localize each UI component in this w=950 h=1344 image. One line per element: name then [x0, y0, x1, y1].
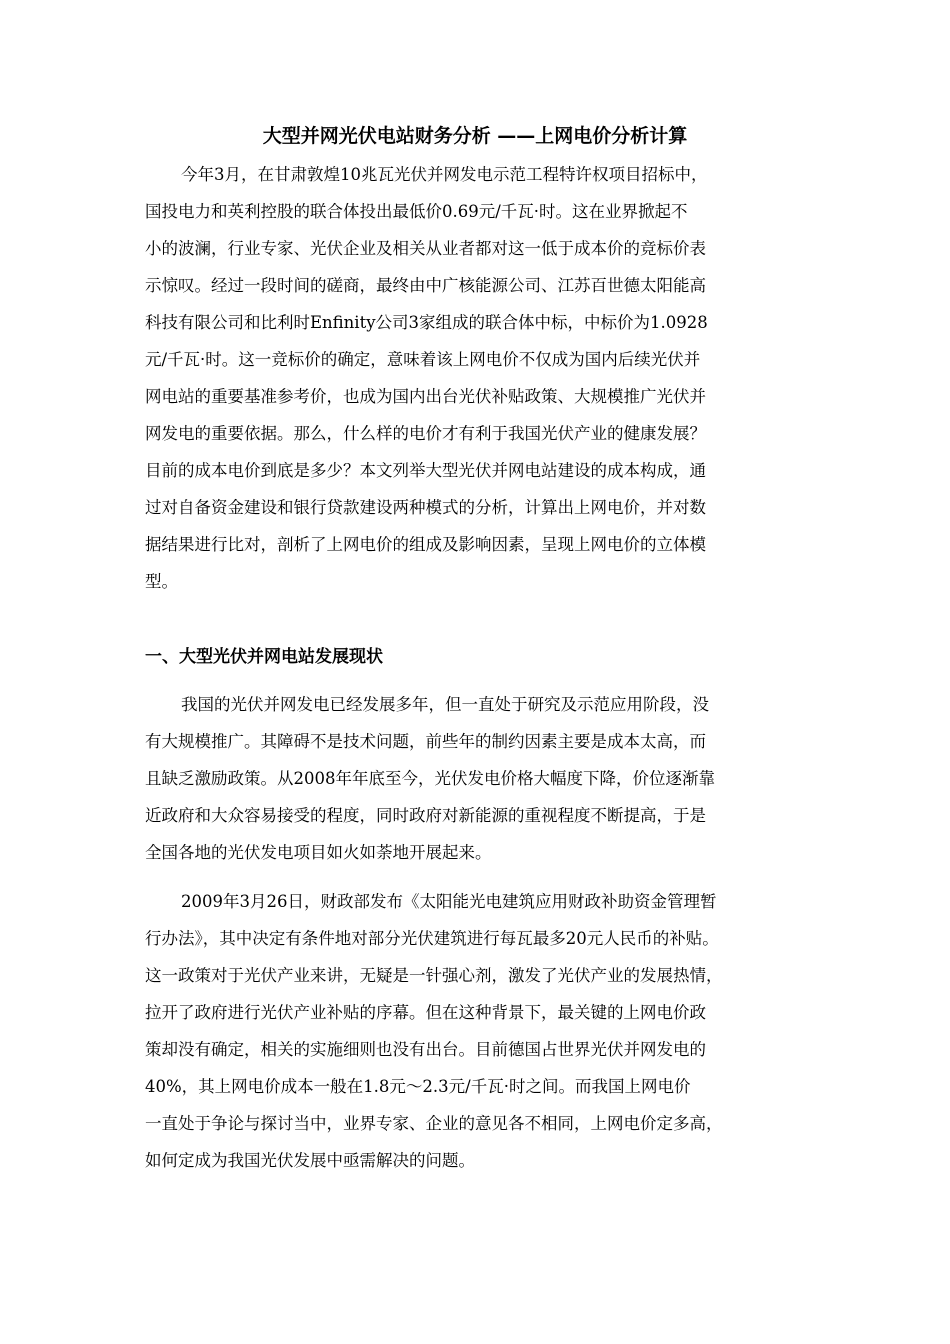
section-paragraph [145, 883, 810, 1179]
paragraph-line: 行办法》，其中决定有条件地对部分光伏建筑进行每瓦最多20元人民币的补贴。 [145, 929, 719, 948]
paragraph-line: 2009年3月26日，财政部发布《太阳能光电建筑应用财政补助资金管理暂 [181, 892, 717, 911]
paragraph-line: 科技有限公司和比利时Enfinity公司3家组成的联合体中标，中标价为1.0928 [145, 313, 708, 332]
paragraph-line: 示惊叹。经过一段时间的磋商，最终由中广核能源公司、江苏百世德太阳能高 [145, 276, 706, 295]
paragraph-line: 一直处于争论与探讨当中，业界专家、企业的意见各不相同，上网电价定多高， [145, 1114, 723, 1133]
section-heading: 一、大型光伏并网电站发展现状 [145, 647, 383, 667]
paragraph-line: 型。 [145, 572, 178, 591]
paragraph-line: 目前的成本电价到底是多少？本文列举大型光伏并网电站建设的成本构成，通 [145, 461, 706, 480]
paragraph-line: 这一政策对于光伏产业来讲，无疑是一针强心剂，激发了光伏产业的发展热情， [145, 966, 723, 985]
paragraph-line: 拉开了政府进行光伏产业补贴的序幕。但在这种背景下，最关键的上网电价政 [145, 1003, 706, 1022]
paragraph-line: 有大规模推广。其障碍不是技术问题，前些年的制约因素主要是成本太高，而 [145, 732, 706, 751]
paragraph-line: 过对自备资金建设和银行贷款建设两种模式的分析，计算出上网电价，并对数 [145, 498, 706, 517]
section-paragraph [145, 686, 810, 871]
paragraph-line: 我国的光伏并网发电已经发展多年，但一直处于研究及示范应用阶段，没 [181, 695, 709, 714]
paragraph-line: 据结果进行比对，剖析了上网电价的组成及影响因素，呈现上网电价的立体模 [145, 535, 706, 554]
paragraph-line: 网电站的重要基准参考价，也成为国内出台光伏补贴政策、大规模推广光伏并 [145, 387, 706, 406]
paragraph-line: 小的波澜，行业专家、光伏企业及相关从业者都对这一低于成本价的竞标价表 [145, 239, 706, 258]
paragraph-line: 今年3月，在甘肃敦煌10兆瓦光伏并网发电示范工程特许权项目招标中， [181, 165, 708, 184]
paragraph-line: 元/千瓦·时。这一竞标价的确定，意味着该上网电价不仅成为国内后续光伏并 [145, 350, 701, 369]
document-title: 大型并网光伏电站财务分析 ——上网电价分析计算 [262, 125, 688, 147]
paragraph-line: 如何定成为我国光伏发展中亟需解决的问题。 [145, 1151, 475, 1170]
paragraph-line: 近政府和大众容易接受的程度，同时政府对新能源的重视程度不断提高，于是 [145, 806, 706, 825]
paragraph-line: 且缺乏激励政策。从2008年年底至今，光伏发电价格大幅度下降，价位逐渐靠 [145, 769, 715, 788]
paragraph-line: 策却没有确定，相关的实施细则也没有出台。目前德国占世界光伏并网发电的 [145, 1040, 706, 1059]
paragraph-line: 网发电的重要依据。那么，什么样的电价才有利于我国光伏产业的健康发展？ [145, 424, 706, 443]
paragraph-line: 国投电力和英利控股的联合体投出最低价0.69元/千瓦·时。这在业界掀起不 [145, 202, 688, 221]
paragraph-line: 全国各地的光伏发电项目如火如荼地开展起来。 [145, 843, 492, 862]
intro-paragraph [145, 156, 810, 600]
paragraph-line: 40%，其上网电价成本一般在1.8元～2.3元/千瓦·时之间。而我国上网电价 [145, 1077, 691, 1096]
